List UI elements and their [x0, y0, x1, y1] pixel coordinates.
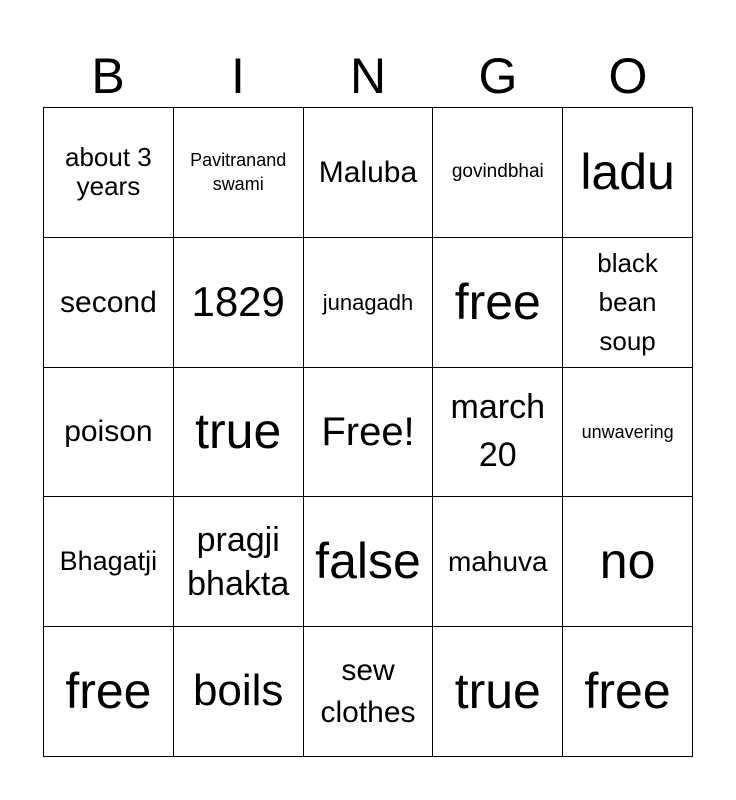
header-letter-g: G: [478, 48, 518, 104]
bingo-cell-r1c3[interactable]: Maluba: [304, 108, 434, 238]
bingo-cell-r4c4[interactable]: mahuva: [433, 497, 563, 627]
header-letter-n: N: [349, 48, 387, 104]
bingo-cell-r2c3[interactable]: junagadh: [304, 238, 434, 368]
bingo-grid: [43, 107, 693, 757]
bingo-cell-r5c3[interactable]: sew clothes: [304, 627, 434, 757]
header-letter-i: I: [231, 48, 245, 104]
header-letter-o: O: [608, 48, 648, 104]
bingo-cell-r1c2[interactable]: Pavitranand swami: [174, 108, 304, 238]
bingo-cell-r2c1[interactable]: second: [44, 238, 174, 368]
bingo-cell-r1c4[interactable]: govindbhai: [433, 108, 563, 238]
bingo-cell-r1c1[interactable]: about 3 years: [44, 108, 174, 238]
bingo-cell-r5c2[interactable]: boils: [174, 627, 304, 757]
header-letter-b: B: [91, 48, 125, 104]
bingo-cell-r4c5[interactable]: no: [563, 497, 693, 627]
bingo-cell-r5c4[interactable]: true: [433, 627, 563, 757]
bingo-cell-r4c3[interactable]: false: [304, 497, 434, 627]
bingo-cell-r2c5[interactable]: black bean soup: [563, 238, 693, 368]
bingo-cell-r5c1[interactable]: free: [44, 627, 174, 757]
bingo-cell-r3c2[interactable]: true: [174, 368, 304, 498]
bingo-cell-r4c2[interactable]: pragji bhakta: [174, 497, 304, 627]
bingo-header: [43, 44, 693, 108]
bingo-cell-r5c5[interactable]: free: [563, 627, 693, 757]
bingo-cell-r3c1[interactable]: poison: [44, 368, 174, 498]
bingo-cell-r3c5[interactable]: unwavering: [563, 368, 693, 498]
bingo-cell-r1c5[interactable]: ladu: [563, 108, 693, 238]
bingo-cell-r3c4[interactable]: march 20: [433, 368, 563, 498]
bingo-cell-r4c1[interactable]: Bhagatji: [44, 497, 174, 627]
bingo-cell-r3c3[interactable]: Free!: [304, 368, 434, 498]
bingo-cell-r2c4[interactable]: free: [433, 238, 563, 368]
bingo-cell-r2c2[interactable]: 1829: [174, 238, 304, 368]
